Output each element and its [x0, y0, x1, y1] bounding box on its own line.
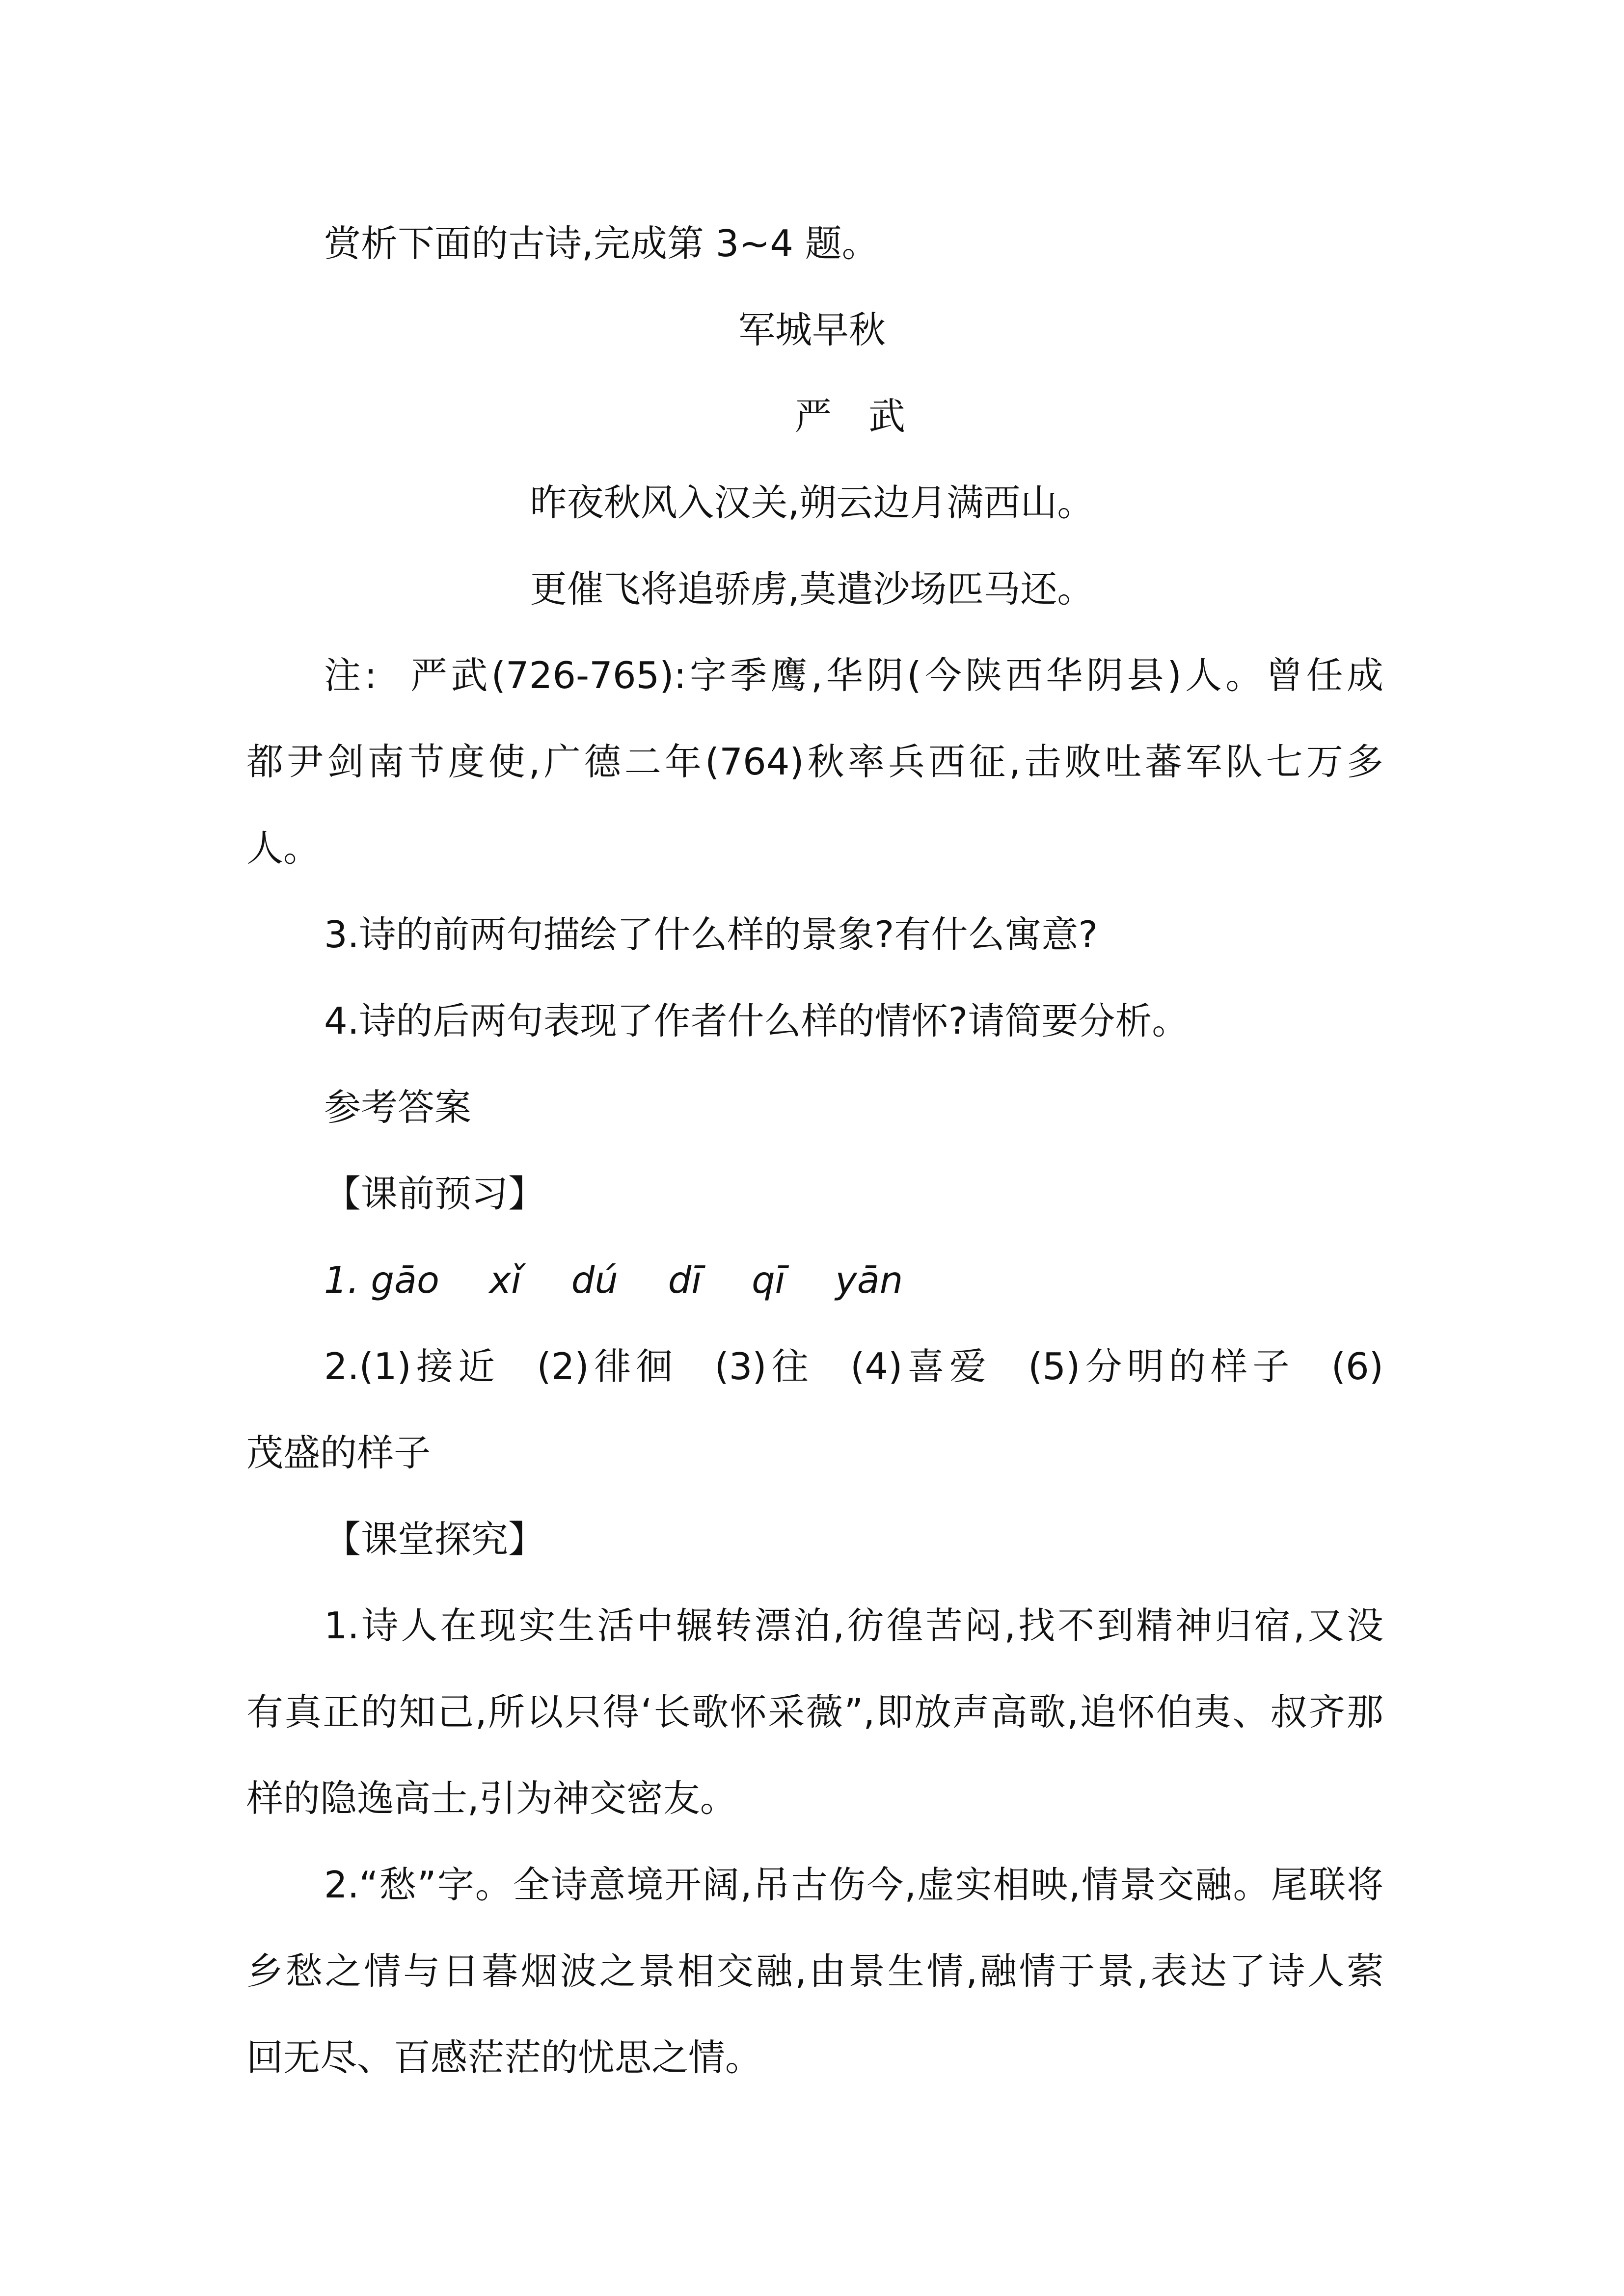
- explore-a2-line-1: 2.“愁”字。全诗意境开阔,吊古伤今,虚实相映,情景交融。尾联将: [324, 1863, 1383, 1906]
- preview-q2-line-1: 2.(1)接近 (2)徘徊 (3)往 (4)喜爱 (5)分明的样子 (6): [324, 1345, 1383, 1388]
- exercise-intro: 赏析下面的古诗,完成第 3~4 题。: [324, 222, 879, 265]
- preview-heading: 【课前预习】: [324, 1172, 545, 1215]
- explore-a1-line-1: 1.诗人在现实生活中辗转漂泊,彷徨苦闷,找不到精神归宿,又没: [324, 1604, 1383, 1647]
- pinyin-answer: [324, 1255, 941, 1305]
- explore-a2-line-2: 乡愁之情与日暮烟波之景相交融,由景生情,融情于景,表达了诗人萦: [246, 1949, 1383, 1993]
- poem-title: 军城早秋: [738, 308, 886, 351]
- poem-author: 严 武: [794, 395, 905, 438]
- note-line-2: 都尹剑南节度使,广德二年(764)秋率兵西征,击败吐蕃军队七万多: [246, 740, 1383, 783]
- note-line-1: 注: 严武(726-765):字季鹰,华阴(今陕西华阴县)人。曾任成: [324, 654, 1383, 697]
- preview-q2-line-2: 茂盛的样子: [246, 1431, 431, 1474]
- explore-a1-line-3: 样的隐逸高士,引为神交密友。: [246, 1777, 737, 1820]
- pinyin-2: xǐ: [489, 1258, 521, 1302]
- pinyin-1: gāo: [371, 1258, 439, 1302]
- pinyin-label: 1.: [324, 1258, 359, 1302]
- note-line-3: 人。: [246, 827, 321, 870]
- poem-line-1: 昨夜秋风入汉关,朔云边月满西山。: [530, 481, 1094, 524]
- pinyin-6: yān: [835, 1258, 903, 1302]
- pinyin-5: qī: [752, 1258, 785, 1302]
- answers-title: 参考答案: [324, 1086, 472, 1129]
- explore-a1-line-2: 有真正的知己,所以只得‘长歌怀采薇”,即放声高歌,追怀伯夷、叔齐那: [246, 1690, 1383, 1734]
- pinyin-4: dī: [668, 1258, 702, 1302]
- question-3: 3.诗的前两句描绘了什么样的景象?有什么寓意?: [324, 913, 1098, 956]
- poem-line-2: 更催飞将追骄虏,莫遣沙场匹马还。: [530, 567, 1094, 611]
- question-4: 4.诗的后两句表现了作者什么样的情怀?请简要分析。: [324, 999, 1189, 1042]
- pinyin-3: dú: [571, 1258, 618, 1302]
- explore-heading: 【课堂探究】: [324, 1518, 545, 1561]
- explore-a2-line-3: 回无尽、百感茫茫的忧思之情。: [246, 2036, 762, 2079]
